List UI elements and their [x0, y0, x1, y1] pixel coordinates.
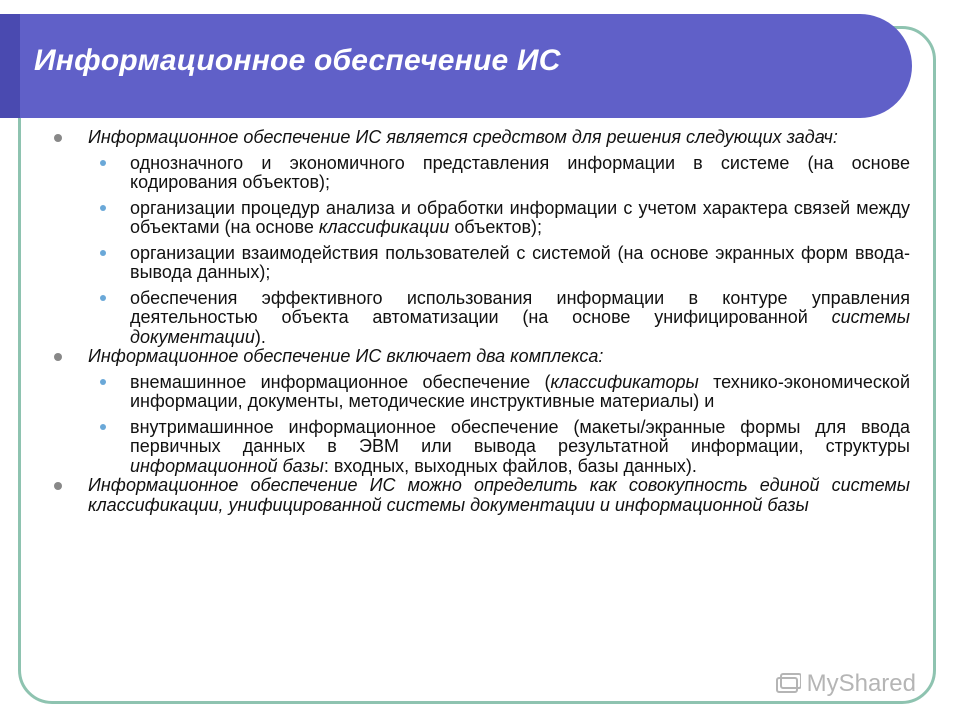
sub-bullet-dot-icon [100, 295, 106, 301]
sub-bullet-dot-icon [100, 205, 106, 211]
bullet-dot-icon [54, 482, 62, 490]
sub-bullet-text: внутримашинное информационное обеспечение (макеты/экранные формы для ввода первичных данных в ЭВМ или вывода результатной информации, структуры [130, 416, 910, 456]
bullet-dot-icon [54, 134, 62, 142]
watermark-label: MyShared [806, 670, 916, 697]
sub-bullet-item [50, 199, 910, 238]
sub-bullet-text: внемашинное информационное обеспечение ( [130, 371, 551, 392]
sub-bullet-text: организации процедур анализа и обработки информации с учетом характера связей между объектами (на основе [130, 197, 910, 237]
sub-bullet-dot-icon [100, 250, 106, 256]
bullet-item [50, 347, 910, 367]
emphasis-text: классификации [318, 217, 450, 237]
bullet-dot-icon [54, 353, 62, 361]
slide-title: Информационное обеспечение ИС [34, 44, 561, 77]
sub-bullet-text: организации взаимодействия пользователей с системой (на основе экранных форм ввода-вывода данных); [130, 242, 910, 282]
bullet-text: Информационное обеспечение ИС является средством для решения следующих задач: [88, 127, 838, 147]
emphasis-text: классификаторы [550, 371, 699, 392]
emphasis-text: информационной базы [130, 455, 324, 476]
sub-bullet-dot-icon [100, 160, 106, 166]
sub-bullet-item [50, 244, 910, 283]
sub-bullet-text: : входных, выходных файлов, базы данных). [323, 455, 697, 476]
sub-bullet-text: объектов); [449, 217, 543, 237]
sub-bullet-item [50, 154, 910, 193]
bullet-text: Информационное обеспечение ИС можно определить как совокупность единой системы классификации, унифицированной системы документации и информационной базы [88, 475, 910, 515]
sub-bullet-text: однозначного и экономичного представления информации в системе (на основе кодирования объектов); [130, 152, 910, 192]
sub-bullet-dot-icon [100, 379, 106, 385]
watermark [775, 670, 916, 698]
emphasis-text: системы документации [130, 307, 910, 347]
bullet-item [50, 476, 910, 515]
mysharead-icon [775, 672, 801, 696]
sub-bullet-item [50, 373, 910, 412]
sub-bullet-item [50, 418, 910, 477]
bullet-item [50, 128, 910, 148]
sub-bullet-dot-icon [100, 424, 106, 430]
sub-bullet-item [50, 289, 910, 348]
sub-bullet-text: обеспечения эффективного использования информации в контуре управления деятельностью объекта автоматизации (на основе унифицированной [130, 287, 910, 327]
sub-bullet-text: технико-экономической информации, документы, методические инструктивные материалы) и [130, 371, 910, 411]
sub-bullet-text: ). [254, 326, 266, 347]
bullet-text: Информационное обеспечение ИС включает два комплекса: [88, 346, 604, 366]
slide-content [50, 128, 910, 521]
